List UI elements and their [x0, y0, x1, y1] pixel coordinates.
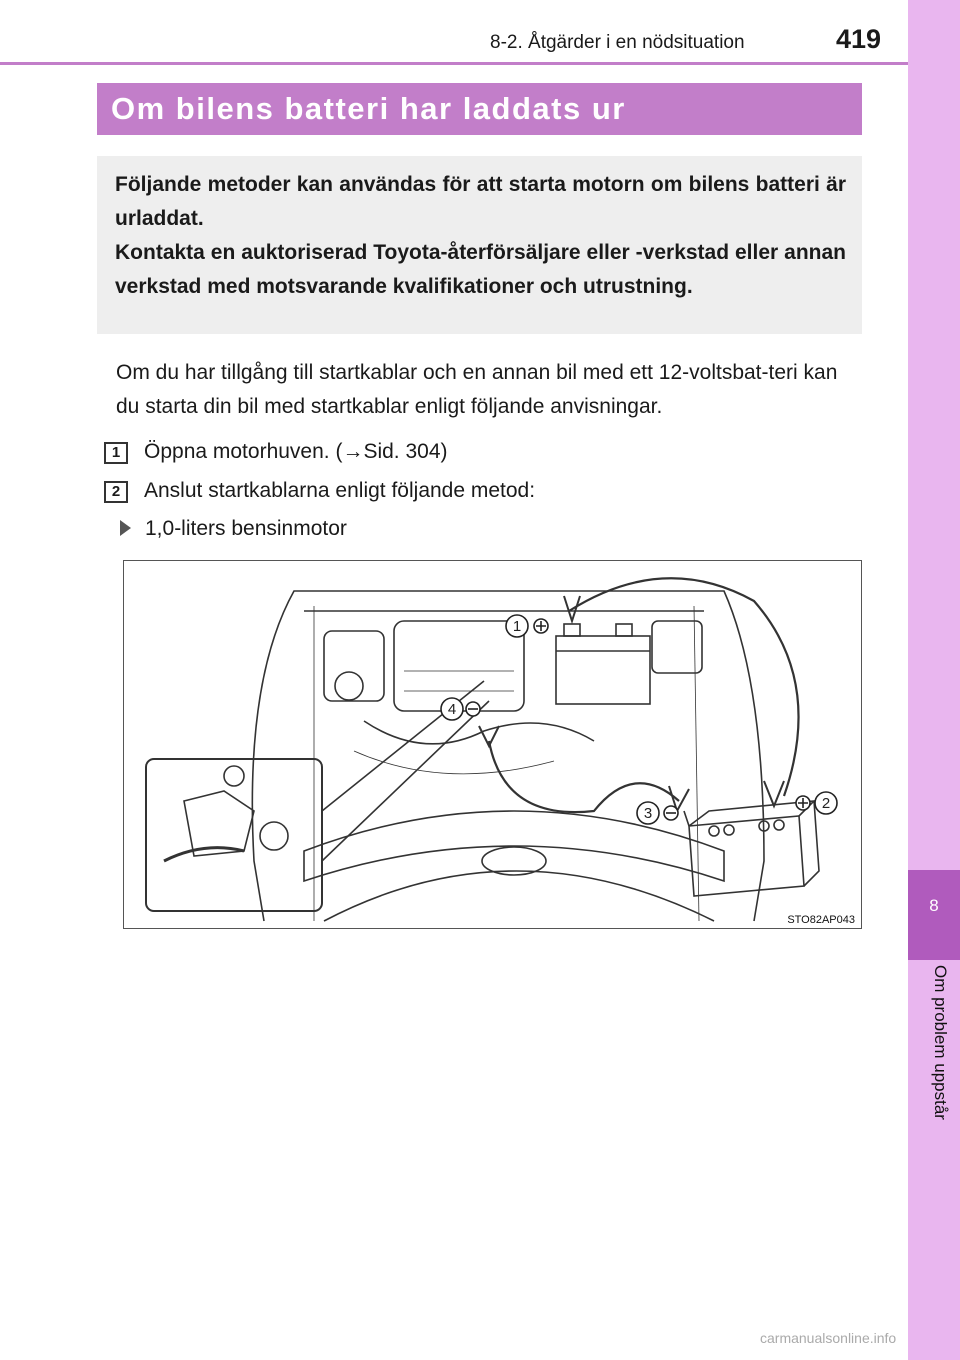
- step-number-badge: 2: [104, 481, 128, 503]
- jump-start-illustration: [123, 560, 862, 929]
- header-divider: [0, 62, 908, 65]
- sub-item-label: 1,0-liters bensinmotor: [145, 517, 347, 540]
- callout-label-1: 1: [512, 618, 522, 635]
- section-breadcrumb: 8-2. Åtgärder i en nödsituation: [490, 32, 745, 53]
- figure-code: STO82AP043: [787, 914, 855, 926]
- sub-item: [120, 517, 347, 541]
- page-number: 419: [836, 24, 882, 54]
- intro-line-1: Följande metoder kan användas för att starta motorn om bilens batteri är urladdat.: [115, 173, 846, 230]
- intro-line-2: Kontakta en auktoriserad Toyota-återförsäljare eller -verkstad eller annan verkstad med motsvarande kvalifikationer och utrustning.: [115, 241, 846, 298]
- callout-label-2: 2: [821, 795, 831, 812]
- chapter-number: 8: [929, 896, 939, 915]
- page-title: Om bilens batteri har laddats ur: [111, 91, 626, 126]
- body-paragraph: Om du har tillgång till startkablar och en annan bil med ett 12-voltsbat-teri kan du starta din bil med startkablar enligt följande anvisningar.: [116, 361, 838, 418]
- callout-label-3: 3: [643, 805, 653, 822]
- step-text: Öppna motorhuven. (→Sid. 304): [144, 440, 448, 463]
- callout-label-4: 4: [447, 701, 457, 718]
- step-number-badge: 1: [104, 442, 128, 464]
- watermark: carmanualsonline.info: [760, 1330, 897, 1346]
- engine-bay-drawing: [124, 561, 863, 930]
- step-text: Anslut startkablarna enligt följande metod:: [144, 479, 536, 502]
- chapter-title: Om problem uppstår: [931, 965, 950, 1120]
- page-title-bar: [97, 83, 862, 135]
- intro-box: [97, 156, 862, 334]
- triangle-bullet-icon: [120, 520, 131, 536]
